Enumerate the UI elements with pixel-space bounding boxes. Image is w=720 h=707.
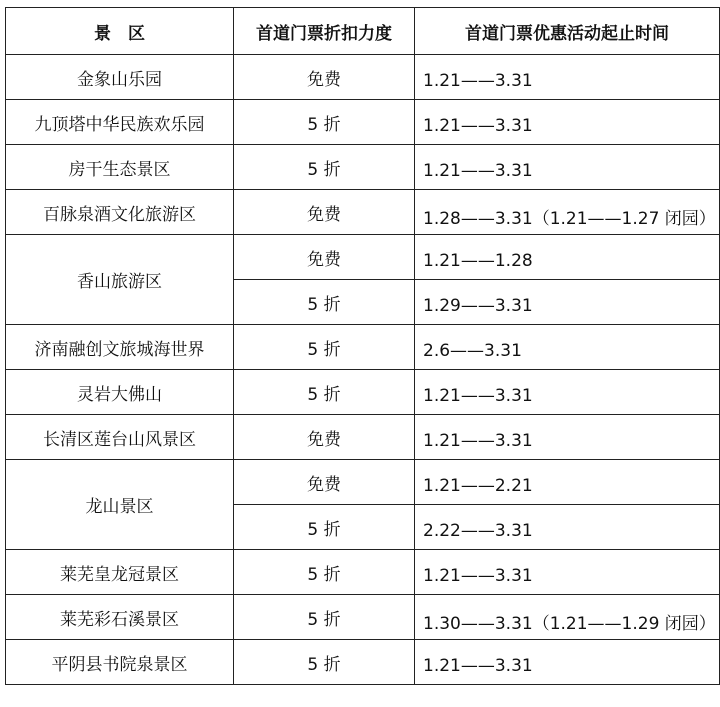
- scenic-name: 平阴县书院泉景区: [6, 640, 234, 685]
- table-row: [6, 145, 720, 190]
- table-row: [6, 100, 720, 145]
- discount-cell: 5 折: [234, 550, 415, 595]
- header-discount: 首道门票折扣力度: [234, 8, 415, 55]
- scenic-name: 金象山乐园: [6, 55, 234, 100]
- scenic-name: 九顶塔中华民族欢乐园: [6, 100, 234, 145]
- scenic-name: 长清区莲台山风景区: [6, 415, 234, 460]
- discount-cell: 免费: [234, 235, 415, 280]
- period-cell: 1.21——3.31: [415, 100, 720, 145]
- discount-cell: 5 折: [234, 595, 415, 640]
- period-cell: 1.21——3.31: [415, 550, 720, 595]
- period-cell: 1.21——3.31: [415, 415, 720, 460]
- period-cell: 2.6——3.31: [415, 325, 720, 370]
- discount-table: [5, 7, 720, 685]
- discount-cell: 免费: [234, 415, 415, 460]
- period-cell: 1.30——3.31（1.21——1.29 闭园）: [415, 595, 720, 640]
- scenic-name: 龙山景区: [6, 460, 234, 550]
- scenic-name: 济南融创文旅城海世界: [6, 325, 234, 370]
- table-row: [6, 415, 720, 460]
- discount-cell: 5 折: [234, 280, 415, 325]
- scenic-name: 莱芜彩石溪景区: [6, 595, 234, 640]
- period-cell: 1.21——3.31: [415, 55, 720, 100]
- table-row: [6, 640, 720, 685]
- table-row: [6, 55, 720, 100]
- table-row: [6, 550, 720, 595]
- scenic-name: 百脉泉酒文化旅游区: [6, 190, 234, 235]
- table-row: [6, 190, 720, 235]
- table-row: [6, 370, 720, 415]
- scenic-name: 灵岩大佛山: [6, 370, 234, 415]
- period-cell: 1.21——3.31: [415, 145, 720, 190]
- discount-cell: 5 折: [234, 505, 415, 550]
- period-cell: 1.21——2.21: [415, 460, 720, 505]
- table-row: [6, 595, 720, 640]
- discount-cell: 免费: [234, 55, 415, 100]
- discount-cell: 免费: [234, 460, 415, 505]
- discount-cell: 5 折: [234, 145, 415, 190]
- discount-cell: 5 折: [234, 325, 415, 370]
- header-period: 首道门票优惠活动起止时间: [415, 8, 720, 55]
- discount-cell: 5 折: [234, 640, 415, 685]
- header-row: [6, 8, 720, 55]
- scenic-name: 莱芜皇龙冠景区: [6, 550, 234, 595]
- period-cell: 1.29——3.31: [415, 280, 720, 325]
- discount-cell: 5 折: [234, 100, 415, 145]
- period-cell: 1.28——3.31（1.21——1.27 闭园）: [415, 190, 720, 235]
- header-scenic: 景 区: [6, 8, 234, 55]
- period-cell: 1.21——3.31: [415, 640, 720, 685]
- discount-cell: 免费: [234, 190, 415, 235]
- scenic-name: 房干生态景区: [6, 145, 234, 190]
- discount-cell: 5 折: [234, 370, 415, 415]
- scenic-name: 香山旅游区: [6, 235, 234, 325]
- period-cell: 1.21——3.31: [415, 370, 720, 415]
- period-cell: 1.21——1.28: [415, 235, 720, 280]
- table-row: [6, 460, 720, 505]
- period-cell: 2.22——3.31: [415, 505, 720, 550]
- table-row: [6, 235, 720, 280]
- table-row: [6, 325, 720, 370]
